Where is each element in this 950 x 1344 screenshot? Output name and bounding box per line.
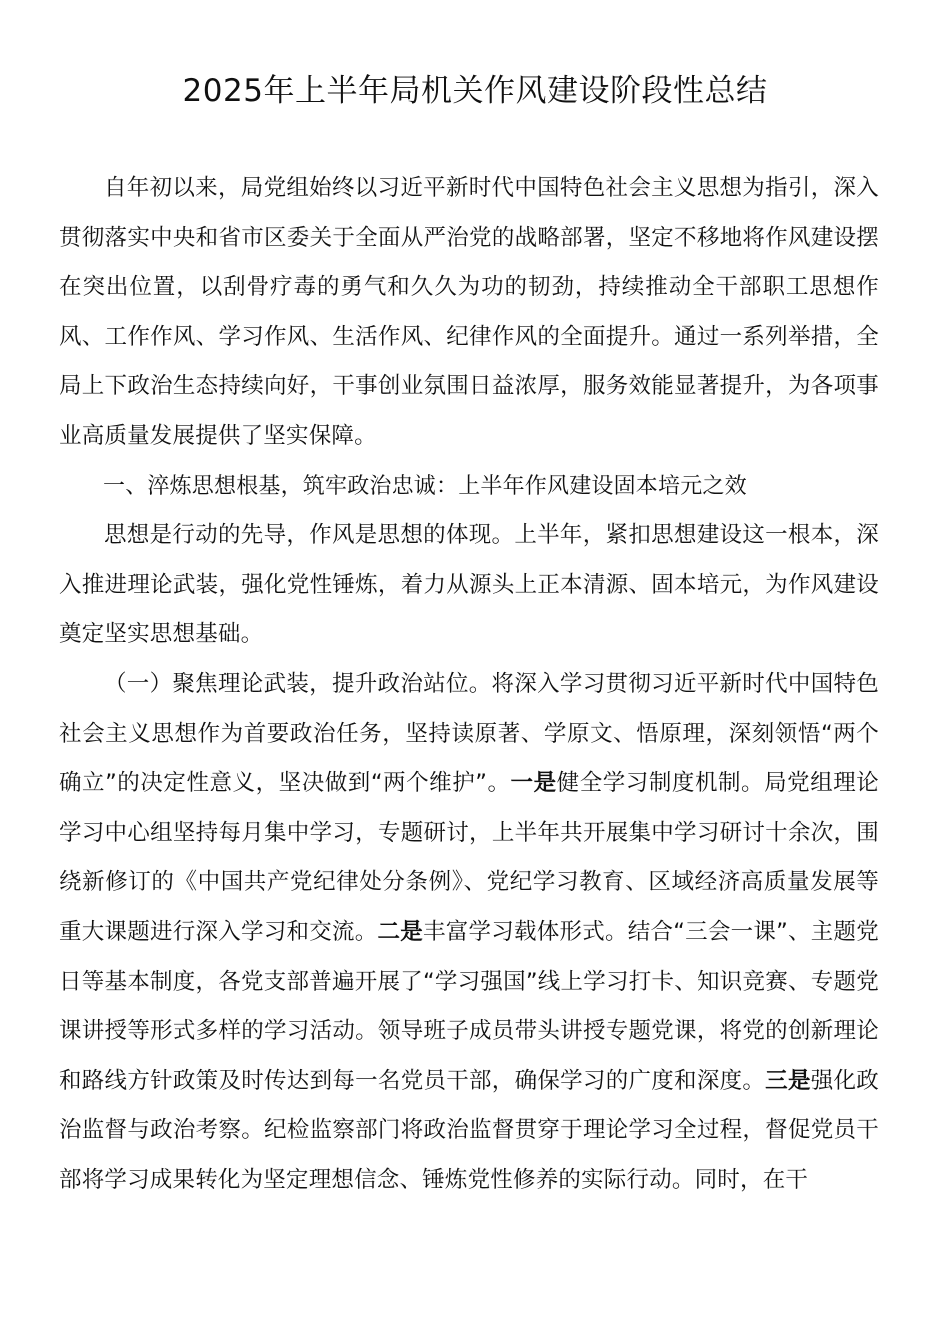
document-body [59,164,879,1205]
point-marker-3: 三是 [765,1067,811,1094]
point-marker-2: 二是 [377,918,423,945]
intro-paragraph: 自年初以来，局党组始终以习近平新时代中国特色社会主义思想为指引，深入贯彻落实中央和省市区委关于全面从严治党的战略部署，坚定不移地将作风建设摆在突出位置，以刮骨疗毒的勇气和久久为功的韧劲，持续推动全干部职工思想作风、工作作风、学习作风、生活作风、纪律作风的全面提升。通过一系列举措，全局上下政治生态持续向好，干事创业氛围日益浓厚，服务效能显著提升，为各项事业高质量发展提供了坚实保障。 [59,175,879,449]
section-1-intro-paragraph: 思想是行动的先导，作风是思想的体现。上半年，紧扣思想建设这一根本，深入推进理论武装，强化党性锤炼，着力从源头上正本清源、固本培元，为作风建设奠定坚实思想基础。 [59,522,879,648]
document-title: 2025年上半年局机关作风建设阶段性总结 [182,73,768,109]
subsection-1-paragraph [59,660,879,1206]
point-text-3: 强化政治监督与政治考察。纪检监察部门将政治监督贯穿于理论学习全过程，督促党员干部将学习成果转化为坚定理想信念、锤炼党性修养的实际行动。同时，在干 [59,1067,879,1193]
point-marker-1: 一是 [510,770,557,797]
point-text-2: 丰富学习载体形式。结合“三会一课”、主题党日等基本制度，各党支部普遍开展了“学习强国”线上学习打卡、知识竞赛、专题党课讲授等形式多样的学习活动。领导班子成员带头讲授专题党课，将党的创新理论和路线方针政策及时传达到每一名党员干部，确保学习的广度和深度。 [59,918,879,1094]
point-text-1: 健全学习制度机制。局党组理论学习中心组坚持每月集中学习，专题研讨，上半年共开展集中学习研讨十余次，围绕新修订的《中国共产党纪律处分条例》、党纪学习教育、区域经济高质量发展等重大课题进行深入学习和交流。 [59,770,879,945]
subsection-1-lead: （一）聚焦理论武装，提升政治站位。将深入学习贯彻习近平新时代中国特色社会主义思想作为首要政治任务，坚持读原著、学原文、悟原理，深刻领悟“两个确立”的决定性意义，坚决做到“两个维护”。 [59,670,879,797]
section-heading-1: 一、淬炼思想根基，筑牢政治忠诚：上半年作风建设固本培元之效 [103,473,747,499]
